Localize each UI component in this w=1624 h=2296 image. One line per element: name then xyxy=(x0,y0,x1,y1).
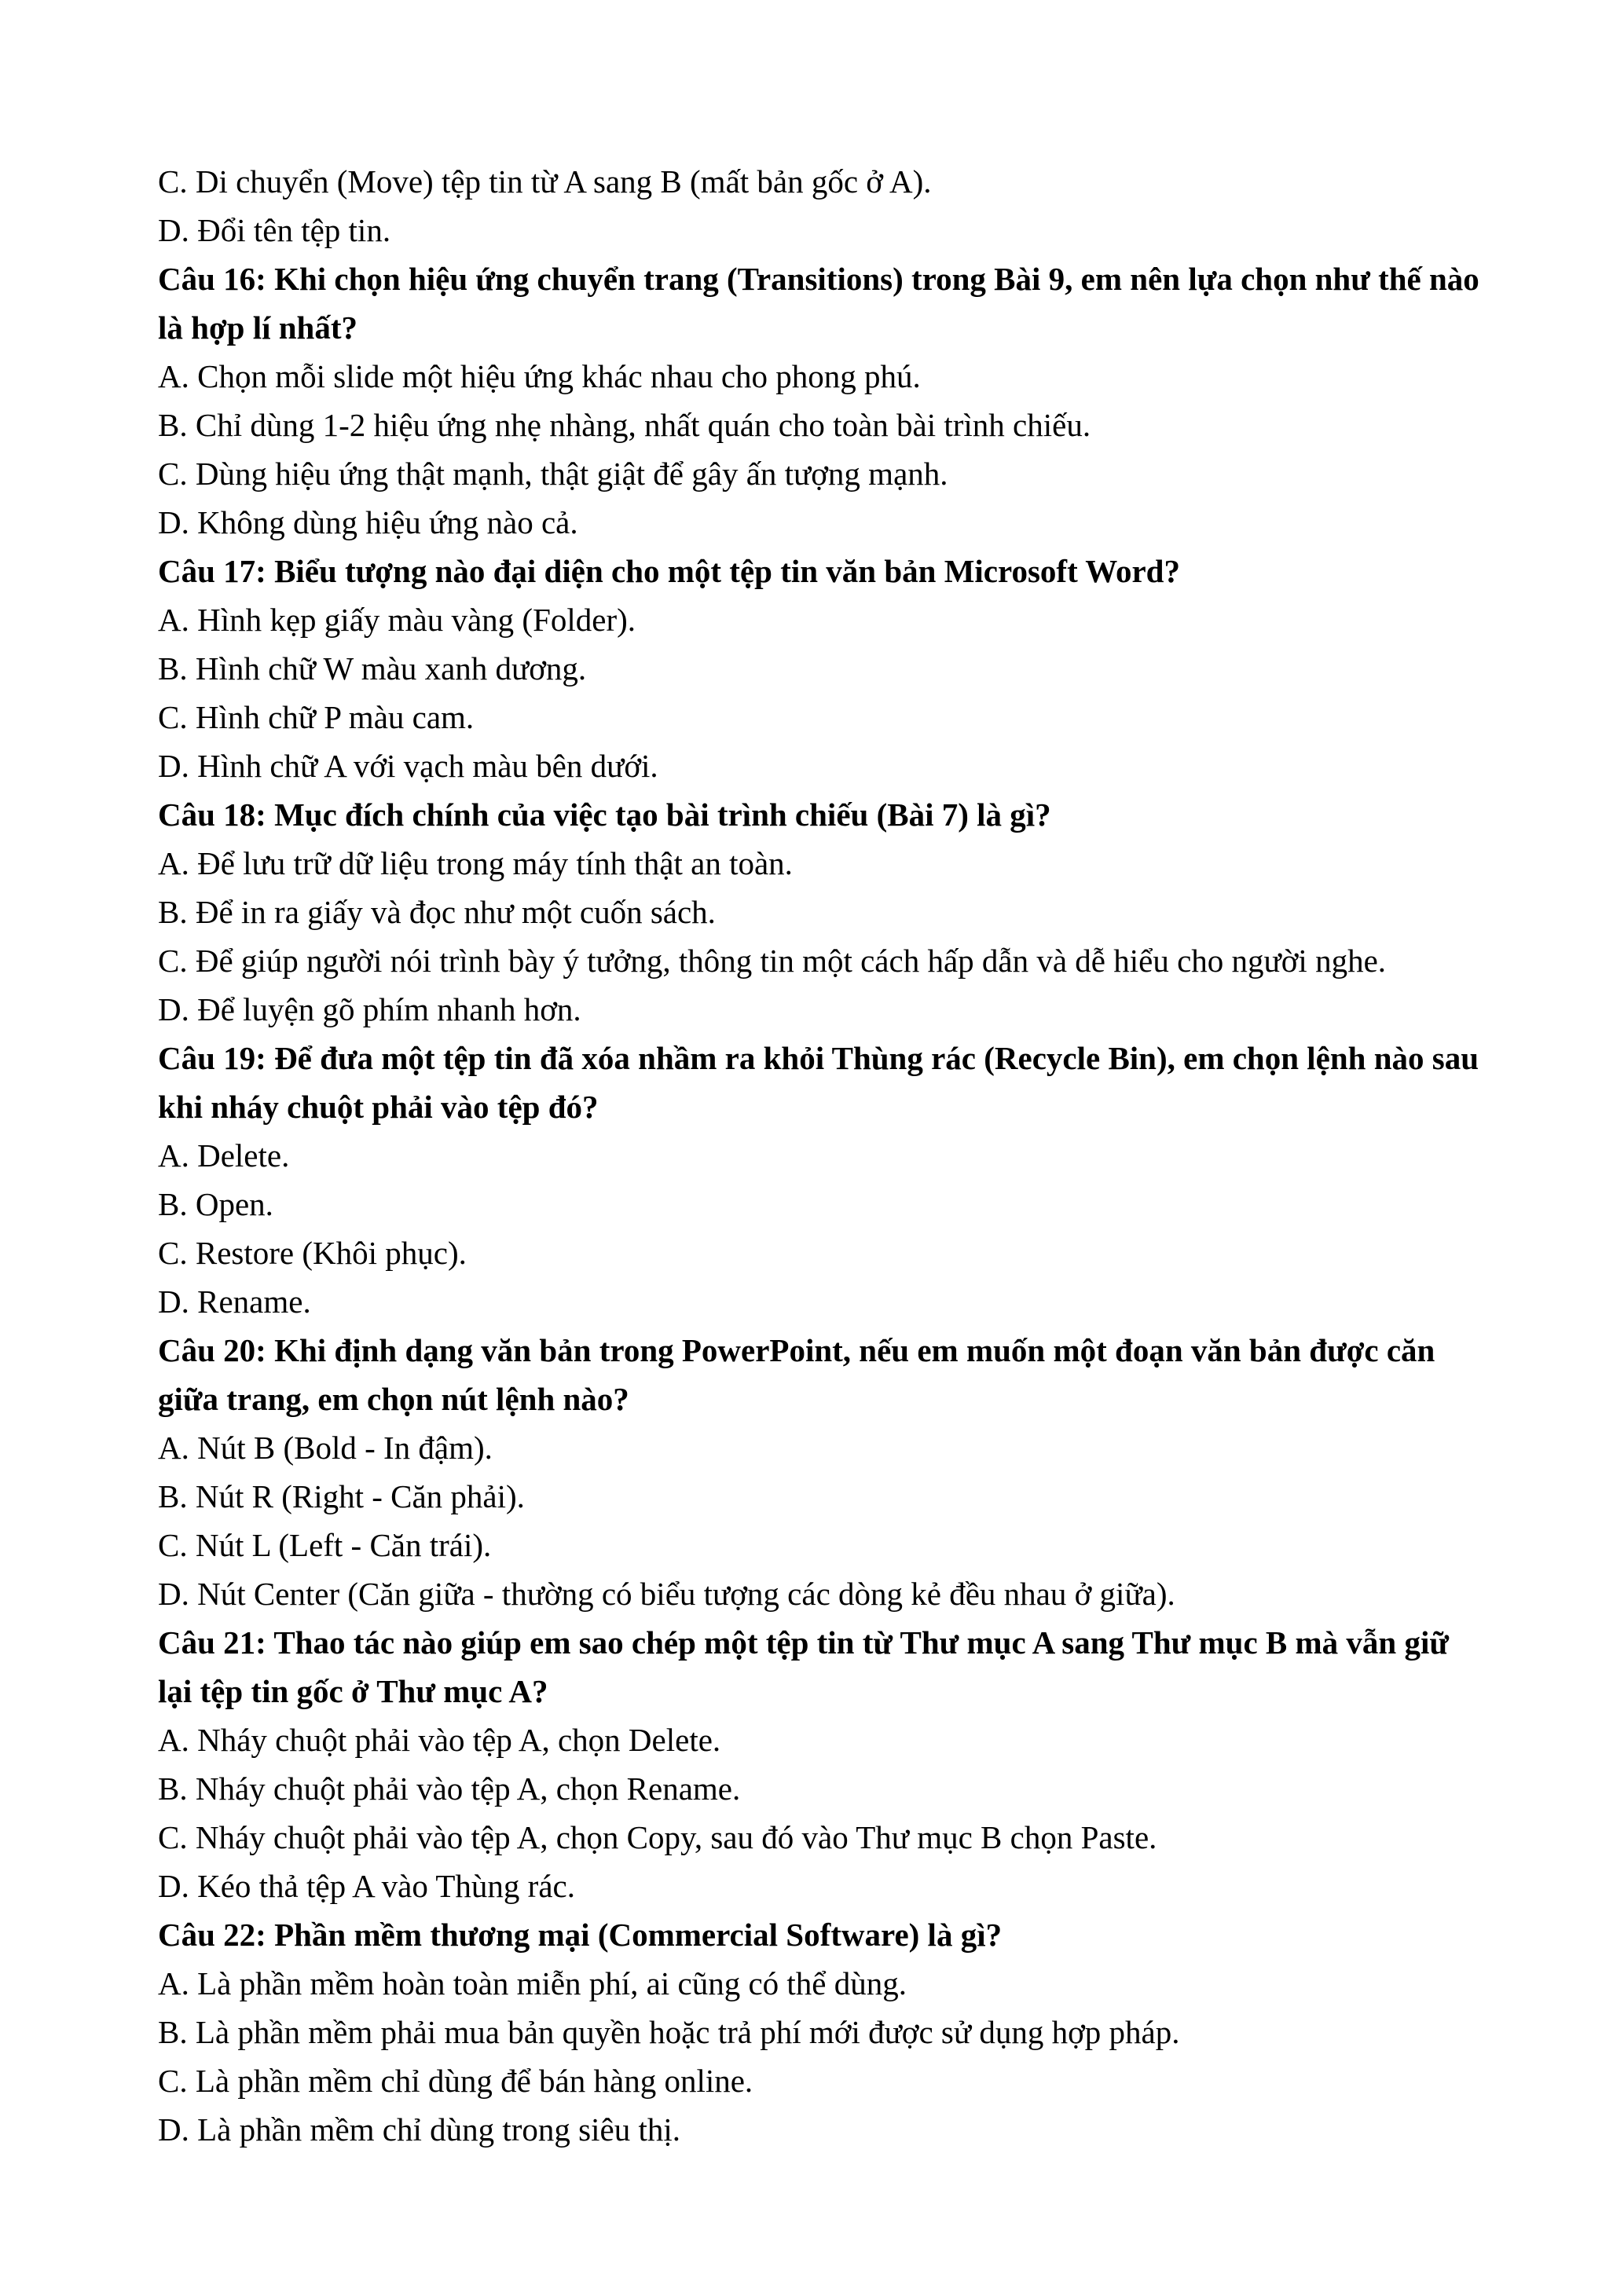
question-block xyxy=(158,1326,1486,1618)
option-text: A. Nháy chuột phải vào tệp A, chọn Delete. xyxy=(158,1722,721,1758)
option-text: A. Để lưu trữ dữ liệu trong máy tính thật an toàn. xyxy=(158,845,793,881)
option-text: D. Kéo thả tệp A vào Thùng rác. xyxy=(158,1868,575,1904)
option-text: A. Hình kẹp giấy màu vàng (Folder). xyxy=(158,602,636,638)
question-block xyxy=(158,1034,1486,1326)
option-text: C. Nút L (Left - Căn trái). xyxy=(158,1527,492,1563)
option-text: C. Hình chữ P màu cam. xyxy=(158,699,475,735)
question-block xyxy=(158,547,1486,790)
question-list xyxy=(158,255,1486,2154)
document-page xyxy=(158,157,1486,2154)
option-text: A. Là phần mềm hoàn toàn miễn phí, ai cũng có thể dùng. xyxy=(158,1965,907,2001)
option-text: B. Chỉ dùng 1-2 hiệu ứng nhẹ nhàng, nhất quán cho toàn bài trình chiếu. xyxy=(158,407,1091,443)
question-text: Câu 18: Mục đích chính của việc tạo bài trình chiếu (Bài 7) là gì? xyxy=(158,796,1051,833)
question-block xyxy=(158,255,1486,547)
option-text: B. Open. xyxy=(158,1186,273,1222)
question-text: Câu 16: Khi chọn hiệu ứng chuyển trang (Transitions) trong Bài 9, em nên lựa chọn như thế nào là hợp lí nhất? xyxy=(158,261,1479,346)
option-text: A. Chọn mỗi slide một hiệu ứng khác nhau cho phong phú. xyxy=(158,358,921,394)
question-text: Câu 20: Khi định dạng văn bản trong PowerPoint, nếu em muốn một đoạn văn bản được căn giữa trang, em chọn nút lệnh nào? xyxy=(158,1332,1435,1417)
question-block xyxy=(158,1618,1486,1910)
option-text: C. Di chuyển (Move) tệp tin từ A sang B (mất bản gốc ở A). xyxy=(158,163,932,200)
option-text: A. Nút B (Bold - In đậm). xyxy=(158,1430,493,1466)
option-text: D. Rename. xyxy=(158,1283,311,1320)
option-text: C. Là phần mềm chỉ dùng để bán hàng online. xyxy=(158,2063,753,2099)
option-text: C. Dùng hiệu ứng thật mạnh, thật giật để gây ấn tượng mạnh. xyxy=(158,456,948,492)
option-text: B. Nút R (Right - Căn phải). xyxy=(158,1478,525,1514)
option-text: B. Nháy chuột phải vào tệp A, chọn Rename. xyxy=(158,1771,741,1807)
option-text: B. Để in ra giấy và đọc như một cuốn sách. xyxy=(158,894,716,930)
option-text: C. Nháy chuột phải vào tệp A, chọn Copy, sau đó vào Thư mục B chọn Paste. xyxy=(158,1819,1157,1855)
option-text: D. Không dùng hiệu ứng nào cả. xyxy=(158,504,578,540)
option-text: D. Nút Center (Căn giữa - thường có biểu tượng các dòng kẻ đều nhau ở giữa). xyxy=(158,1576,1175,1612)
question-text: Câu 17: Biểu tượng nào đại diện cho một tệp tin văn bản Microsoft Word? xyxy=(158,553,1180,589)
question-text: Câu 22: Phần mềm thương mại (Commercial Software) là gì? xyxy=(158,1917,1003,1953)
question-text: Câu 19: Để đưa một tệp tin đã xóa nhầm ra khỏi Thùng rác (Recycle Bin), em chọn lệnh nào sau khi nháy chuột phải vào tệp đó? xyxy=(158,1040,1479,1125)
option-text: B. Là phần mềm phải mua bản quyền hoặc trả phí mới được sử dụng hợp pháp. xyxy=(158,2014,1180,2050)
option-text: D. Là phần mềm chỉ dùng trong siêu thị. xyxy=(158,2111,680,2148)
option-text: D. Hình chữ A với vạch màu bên dưới. xyxy=(158,748,658,784)
option-text: C. Để giúp người nói trình bày ý tưởng, thông tin một cách hấp dẫn và dễ hiểu cho người nghe. xyxy=(158,943,1387,979)
option-text: D. Để luyện gõ phím nhanh hơn. xyxy=(158,991,581,1027)
question-block xyxy=(158,1910,1486,2154)
option-text: D. Đổi tên tệp tin. xyxy=(158,212,391,248)
option-text: C. Restore (Khôi phục). xyxy=(158,1235,467,1271)
option-text: A. Delete. xyxy=(158,1137,290,1174)
question-block xyxy=(158,790,1486,1034)
option-text: B. Hình chữ W màu xanh dương. xyxy=(158,650,587,687)
question-text: Câu 21: Thao tác nào giúp em sao chép một tệp tin từ Thư mục A sang Thư mục B mà vẫn giữ lại tệp tin gốc ở Thư mục A? xyxy=(158,1624,1449,1709)
